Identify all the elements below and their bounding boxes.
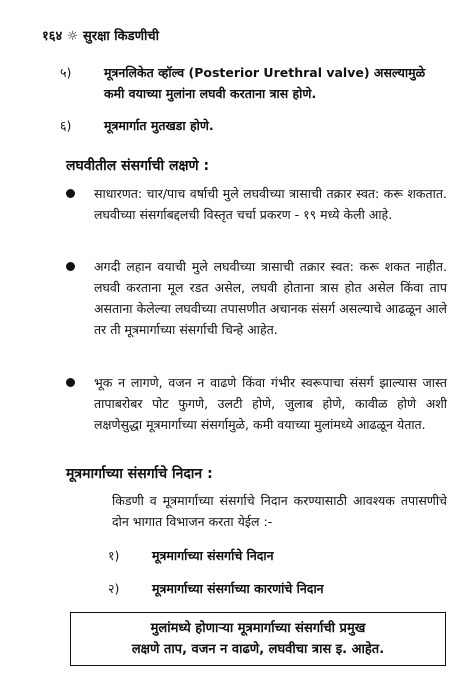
bullet-text: अगदी लहान वयाची मुले लघवीच्या त्रासाची तक्रार स्वत: करू शकत नाहीत. लघवी करताना मूल रडत असेल, लघवी होताना त्रास होत असेल किंवा ताप असताना केलेल्या लघवीच्या तपासणीत अचानक संसर्ग असल्याचे आढळून आले तर ती मूत्रमार्गाच्या संसर्गाची चिन्हे आहेत. <box>94 259 447 337</box>
bullet-text: साधारणत: चार/पाच वर्षाची मुले लघवीच्या त्रासाची तक्रार स्वत: करू शकतात. लघवीच्या संसर्गाबद्दलची विस्तृत चर्चा प्रकरण - १९ मध्ये केली आहे. <box>94 186 447 222</box>
bullet-icon <box>66 262 75 271</box>
bullet-item <box>66 256 447 340</box>
diagnosis-item-1 <box>108 545 447 566</box>
bullet-icon <box>66 378 75 387</box>
item-number: १) <box>108 548 120 563</box>
bullet-item <box>66 372 447 435</box>
summary-line: मुलांमध्ये होणाऱ्या मूत्रमार्गाच्या संसर्गाची प्रमुख <box>150 621 366 636</box>
summary-box <box>70 612 446 666</box>
item-text: मूत्रमार्गात मुतखडा होणे. <box>104 118 214 133</box>
item-text: मूत्रमार्गाच्या संसर्गाच्या कारणांचे निदान <box>152 581 324 596</box>
item-number: ५) <box>60 65 72 80</box>
section-heading-symptoms: लघवीतील संसर्गाची लक्षणे : <box>66 158 210 174</box>
bullet-item <box>66 183 447 225</box>
diagnosis-item-2 <box>108 578 447 599</box>
item-number: ६) <box>60 118 72 133</box>
summary-line: लक्षणे ताप, वजन न वाढणे, लघवीचा त्रास इ. आहेत. <box>131 642 385 657</box>
item-text: मूत्रमार्गाच्या संसर्गाचे निदान <box>152 548 274 563</box>
diagnosis-paragraph: किडणी व मूत्रमार्गाच्या संसर्गाचे निदान करण्यासाठी आवश्यक तपासणीचे दोन भागात विभाजन करता येईल :- <box>112 493 447 529</box>
list-item-5 <box>60 62 447 104</box>
section-heading-diagnosis: मूत्रमार्गाच्या संसर्गाचे निदान : <box>66 466 213 482</box>
item-number: २) <box>108 581 120 596</box>
bullet-icon <box>66 189 75 198</box>
page-header: १६४ ☼ सुरक्षा किडणीची <box>42 29 159 44</box>
list-item-6 <box>60 115 447 136</box>
item-text: मूत्रनलिकेत व्हॉल्व (Posterior Urethral valve) असल्यामुळे कमी वयाच्या मुलांना लघवी करताना त्रास होणे. <box>104 65 426 101</box>
bullet-text: भूक न लागणे, वजन न वाढणे किंवा गंभीर स्वरूपाचा संसर्ग झाल्यास जास्त तापाबरोबर पोट फुगणे, उलटी होणे, जुलाब होणे, कावीळ होणे अशी लक्षणेसुद्धा मूत्रमार्गाच्या संसर्गामुळे, कमी वयाच्या मुलांमध्ये आढळून येतात. <box>94 375 447 432</box>
